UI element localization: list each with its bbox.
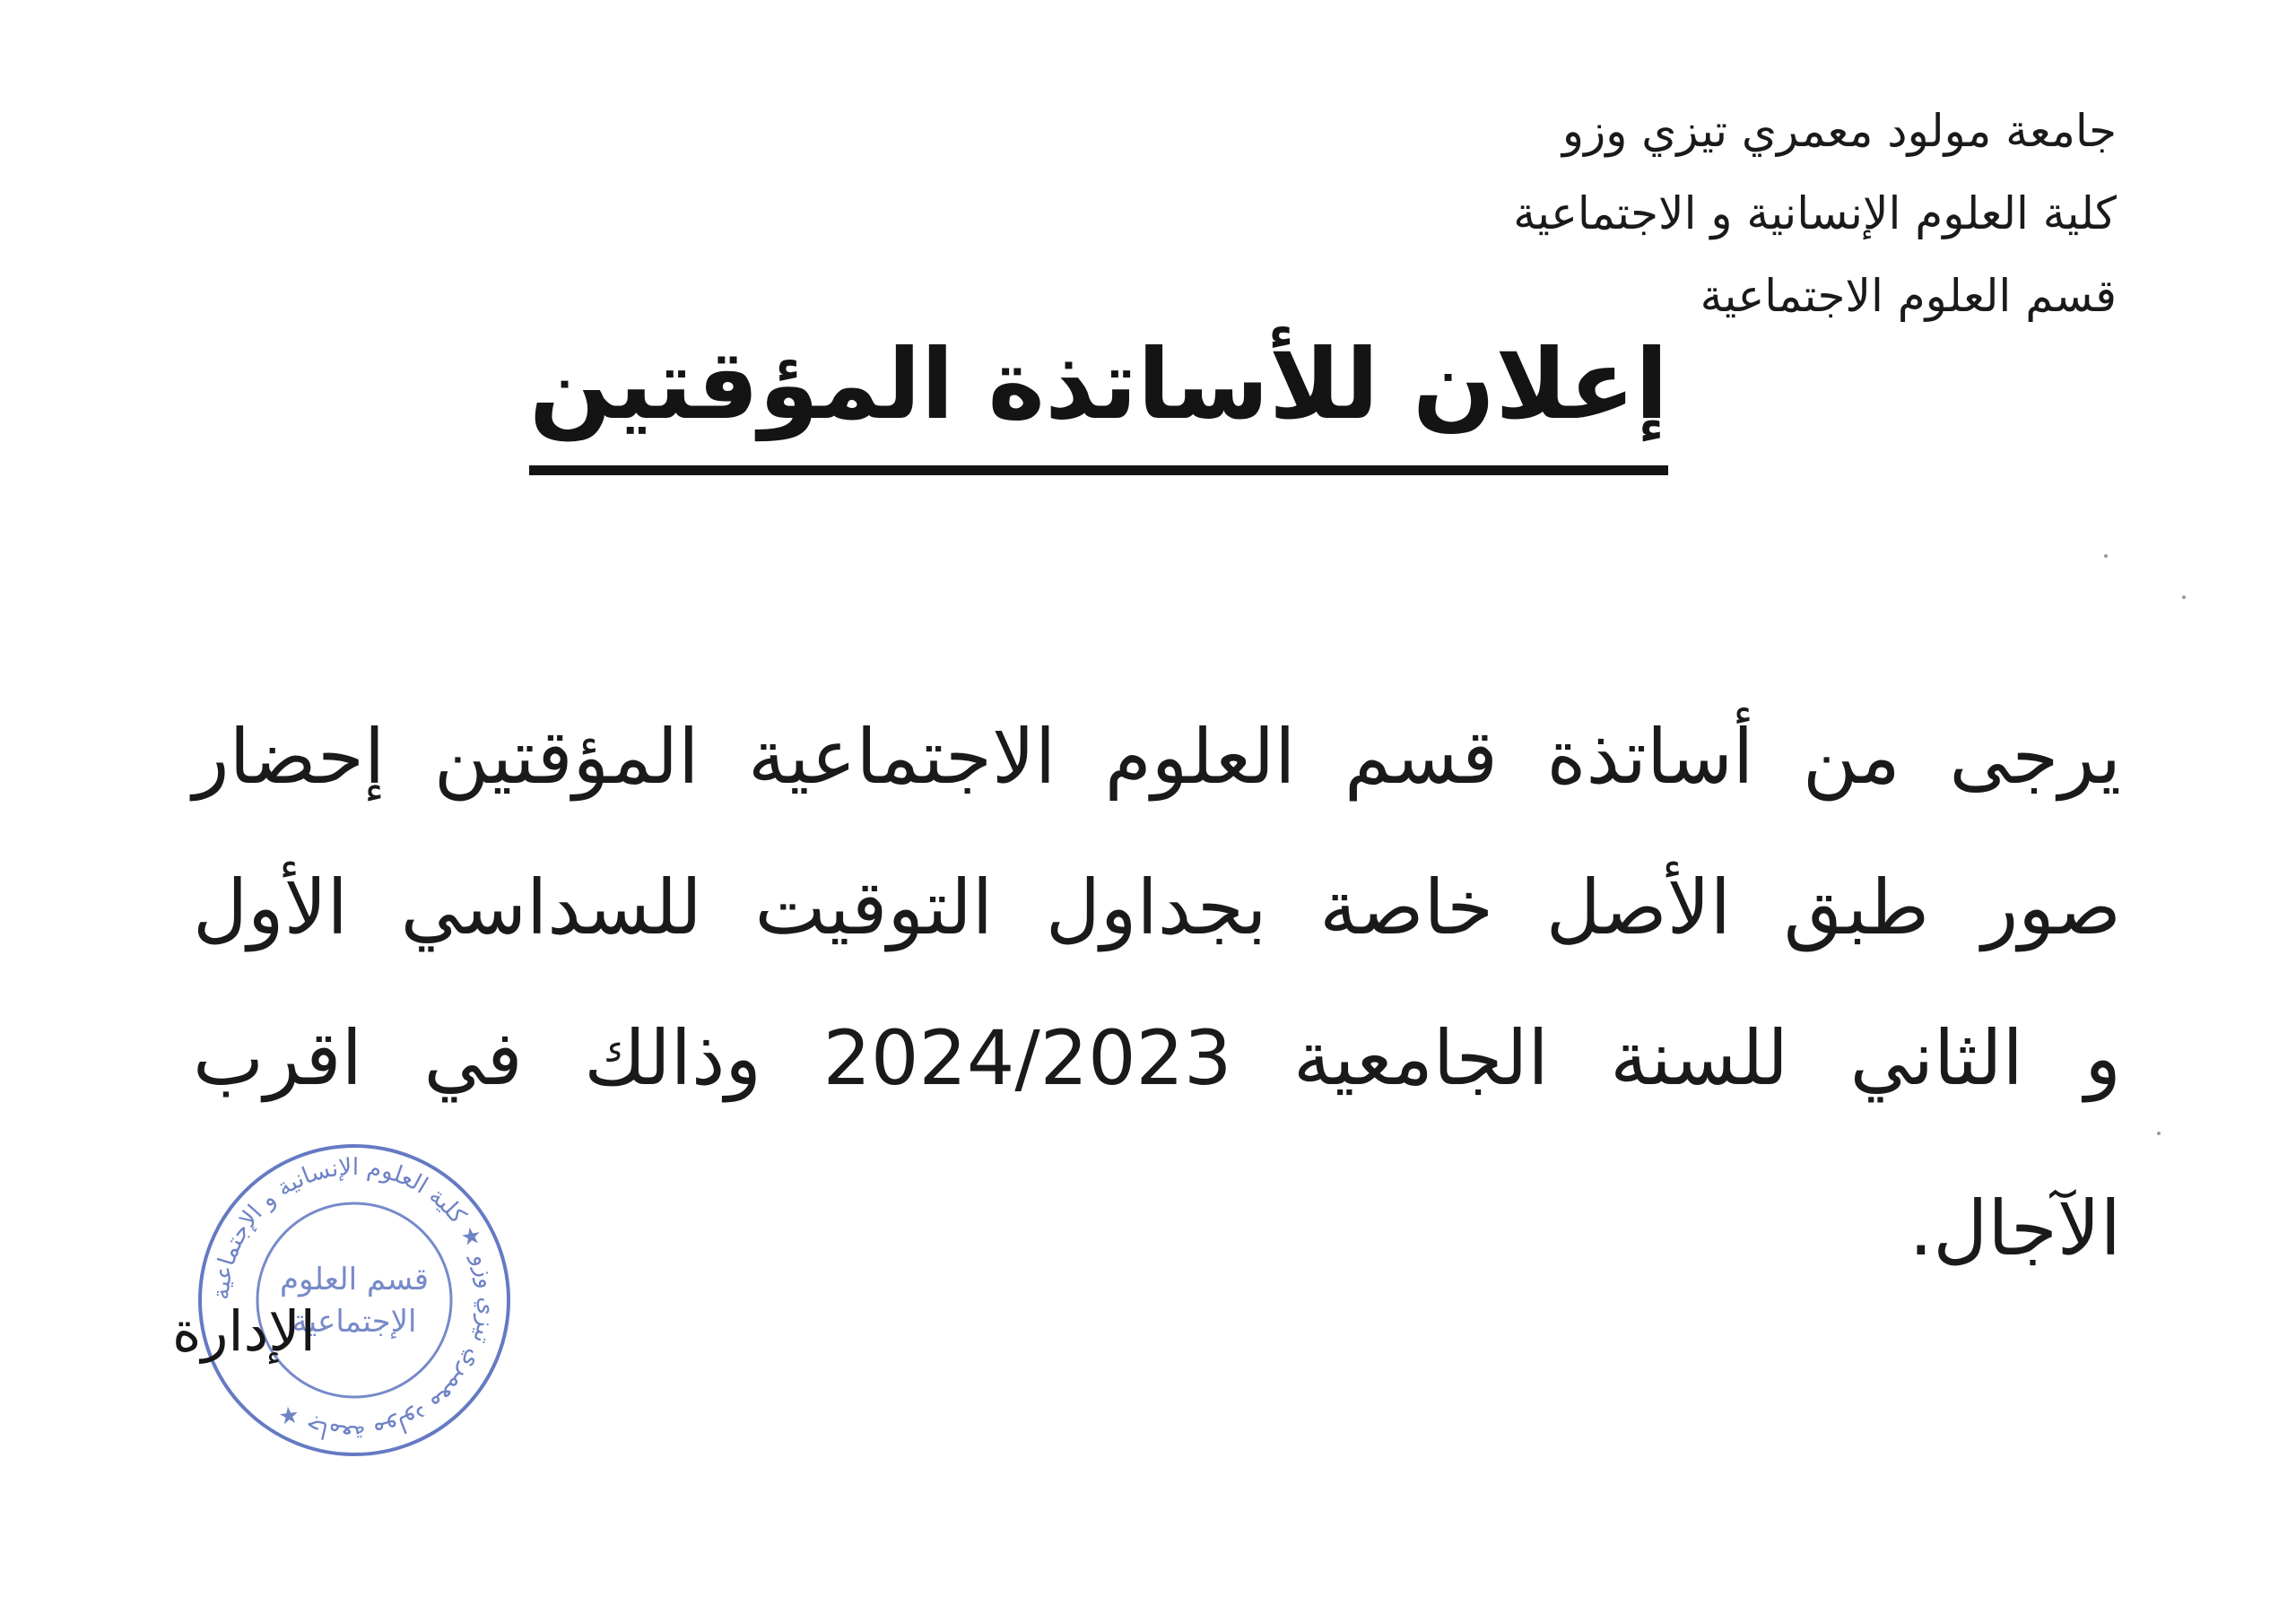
scan-speck	[2182, 595, 2186, 599]
body-line-3: و الثاني للسنة الجامعية 2024/2023 وذالك في اقرب	[193, 1014, 2121, 1102]
body-line-2: صور طبق الأصل خاصة بجداول التوقيت للسداسي الأول	[193, 864, 2121, 951]
body-line-4: الآجال.	[1909, 1185, 2121, 1272]
letterhead	[1040, 90, 2117, 337]
department-name: قسم العلوم الاجتماعية	[1700, 270, 2117, 322]
university-name: جامعة مولود معمري تيزي وزو	[1561, 105, 2117, 157]
title-container	[529, 318, 1668, 475]
stamp-inner-line-1: قسم العلوم	[279, 1262, 430, 1298]
scan-speck	[2104, 554, 2108, 558]
stamp-inner-line-2: الإجتماعية	[291, 1304, 417, 1340]
body-line-1: يرجى من أساتذة قسم العلوم الاجتماعية المؤقتين إحضار	[193, 713, 2121, 801]
stamp-outer-text: جامعة مولود معمري تيزي وزو ★ كلية العلوم الإنسانية و الإجتماعية ★	[207, 1153, 501, 1447]
signature-administration: الإدارة	[172, 1298, 316, 1364]
announcement-title: إعلان للأساتذة المؤقتين	[529, 318, 1668, 475]
scan-speck	[2157, 1132, 2161, 1135]
faculty-name: كلية العلوم الإنسانية و الاجتماعية	[1513, 187, 2117, 239]
